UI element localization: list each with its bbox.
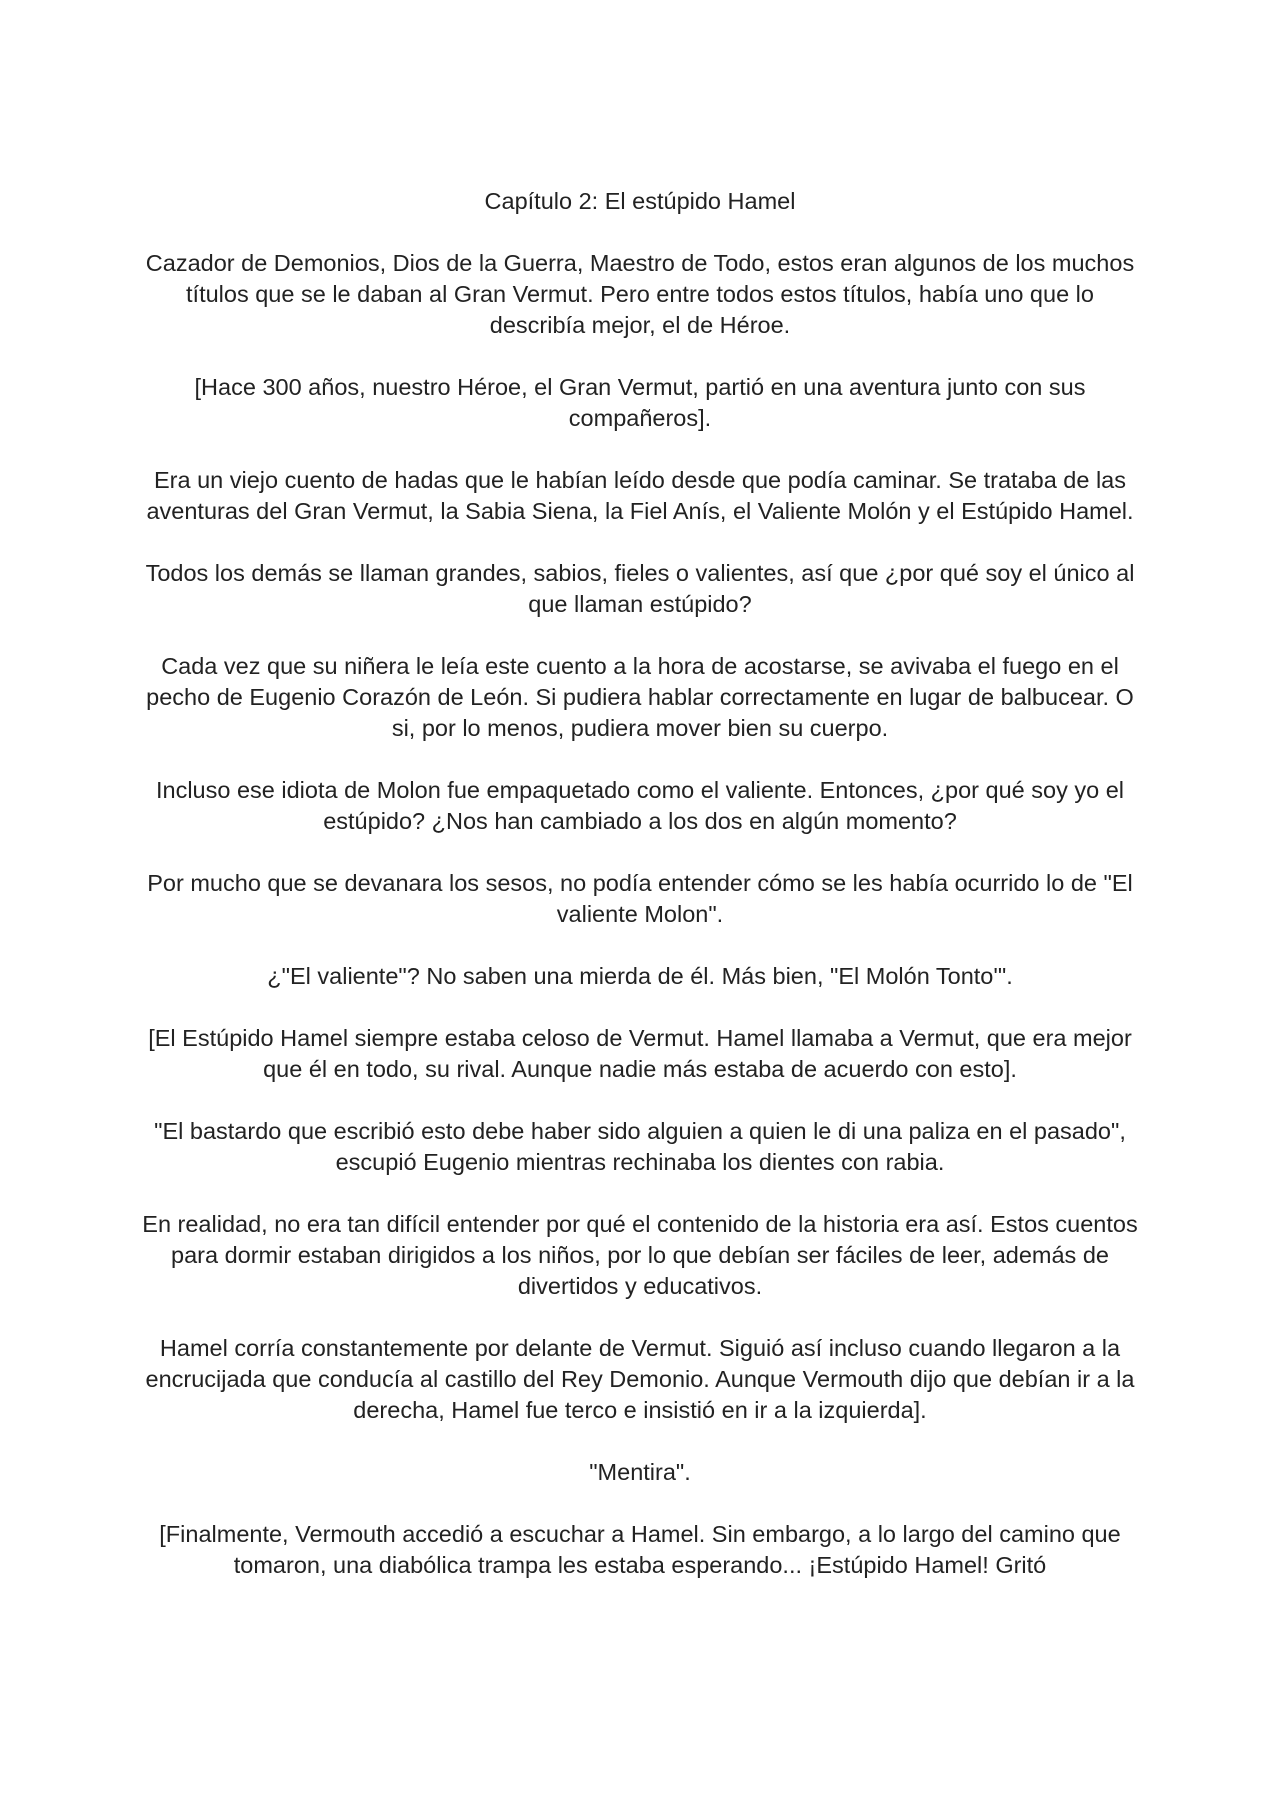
paragraph: [El Estúpido Hamel siempre estaba celoso de Vermut. Hamel llamaba a Vermut, que era mejor que él en todo, su rival. Aunque nadie más estaba de acuerdo con esto]. [148, 1025, 1132, 1082]
paragraph: En realidad, no era tan difícil entender por qué el contenido de la historia era así. Estos cuentos para dormir estaban dirigidos a los niños, por lo que debían ser fáciles de leer, además de divertidos y educativos. [142, 1211, 1138, 1299]
paragraph: ¿"El valiente"? No saben una mierda de él. Más bien, "El Molón Tonto'". [267, 963, 1013, 989]
paragraph: Por mucho que se devanara los sesos, no podía entender cómo se les había ocurrido lo de "El valiente Molon". [147, 870, 1133, 927]
paragraph: Cada vez que su niñera le leía este cuento a la hora de acostarse, se avivaba el fuego en el pecho de Eugenio Corazón de León. Si pudiera hablar correctamente en lugar de balbucear. O si, por lo menos, pudiera mover bien su cuerpo. [146, 653, 1134, 741]
paragraph: [Hace 300 años, nuestro Héroe, el Gran Vermut, partió en una aventura junto con sus compañeros]. [194, 374, 1086, 431]
paragraph: Cazador de Demonios, Dios de la Guerra, Maestro de Todo, estos eran algunos de los muchos títulos que se le daban al Gran Vermut. Pero entre todos estos títulos, había uno que lo describía mejor, el de Héroe. [145, 250, 1135, 338]
chapter-title: Capítulo 2: El estúpido Hamel [484, 188, 796, 214]
paragraph: Hamel corría constantemente por delante de Vermut. Siguió así incluso cuando llegaron a la encrucijada que conducía al castillo del Rey Demonio. Aunque Vermouth dijo que debían ir a la derecha, Hamel fue terco e insistió en ir a la izquierda]. [145, 1335, 1135, 1423]
paragraph: "Mentira". [589, 1459, 691, 1485]
paragraph: "El bastardo que escribió esto debe haber sido alguien a quien le di una paliza en el pasado", escupió Eugenio mientras rechinaba los dientes con rabia. [154, 1118, 1126, 1175]
paragraph: [Finalmente, Vermouth accedió a escuchar a Hamel. Sin embargo, a lo largo del camino que tomaron, una diabólica trampa les estaba esperando... ¡Estúpido Hamel! Gritó [159, 1521, 1121, 1578]
paragraph: Incluso ese idiota de Molon fue empaquetado como el valiente. Entonces, ¿por qué soy yo el estúpido? ¿Nos han cambiado a los dos en algún momento? [155, 777, 1124, 834]
paragraph: Todos los demás se llaman grandes, sabios, fieles o valientes, así que ¿por qué soy el único al que llaman estúpido? [145, 560, 1135, 617]
paragraph: Era un viejo cuento de hadas que le habían leído desde que podía caminar. Se trataba de las aventuras del Gran Vermut, la Sabia Siena, la Fiel Anís, el Valiente Molón y el Estúpido Hamel. [146, 467, 1134, 524]
document-body [140, 186, 1140, 1581]
